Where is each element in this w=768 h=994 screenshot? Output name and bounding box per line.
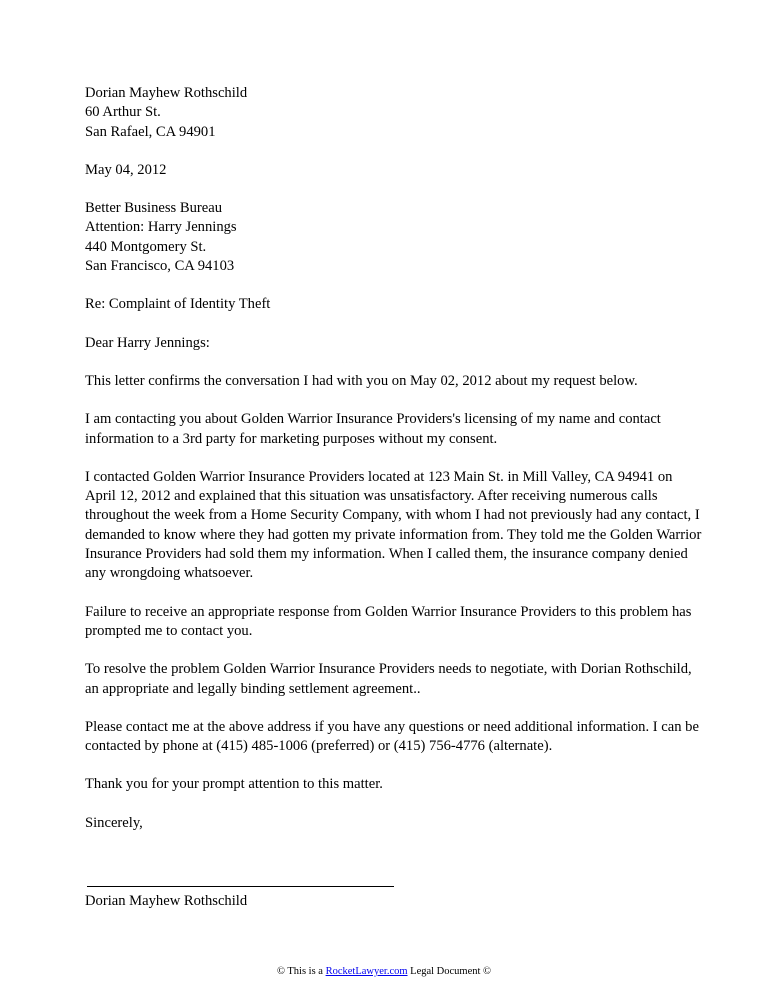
subject-text: Re: Complaint of Identity Theft bbox=[85, 296, 271, 313]
subject-line bbox=[85, 295, 705, 314]
sender-city: San Rafael, CA 94901 bbox=[85, 123, 216, 140]
rocketlawyer-link[interactable]: RocketLawyer.com bbox=[325, 966, 408, 977]
recipient-city: San Francisco, CA 94103 bbox=[85, 258, 235, 275]
paragraph-thanks: Thank you for your prompt attention to this matter. bbox=[85, 776, 383, 793]
paragraph-complaint: I am contacting you about Golden Warrior Insurance Providers's licensing of my name and contact information to a 3rd party for marketing purposes without my consent. bbox=[85, 411, 661, 447]
sender-name: Dorian Mayhew Rothschild bbox=[85, 85, 248, 101]
salutation-text: Dear Harry Jennings: bbox=[85, 334, 210, 351]
recipient-organization: Better Business Bureau bbox=[85, 200, 222, 217]
paragraph-failure: Failure to receive an appropriate response from Golden Warrior Insurance Providers to this problem has prompted me to contact you. bbox=[85, 603, 692, 639]
paragraph-resolution: To resolve the problem Golden Warrior Insurance Providers needs to negotiate, with Dorian Rothschild, an appropriate and legally binding settlement agreement.. bbox=[85, 661, 692, 697]
letter-date bbox=[85, 161, 705, 180]
date-text: May 04, 2012 bbox=[85, 161, 167, 178]
recipient-attention: Attention: Harry Jennings bbox=[85, 219, 237, 236]
sender-address bbox=[85, 84, 705, 142]
closing-text: Sincerely, bbox=[85, 814, 143, 831]
paragraph-confirmation: This letter confirms the conversation I had with you on May 02, 2012 about my request below. bbox=[85, 372, 638, 389]
paragraph-contact: Please contact me at the above address if you have any questions or need additional information. I can be contacted by phone at (415) 485-1006 (preferred) or (415) 756-4776 (alternate). bbox=[85, 718, 699, 755]
sender-street: 60 Arthur St. bbox=[85, 104, 161, 121]
signature-name: Dorian Mayhew Rothschild bbox=[85, 893, 248, 910]
page-footer bbox=[0, 965, 768, 979]
footer-prefix: © This is a bbox=[276, 966, 326, 977]
recipient-street: 440 Montgomery St. bbox=[85, 238, 207, 255]
paragraph-details: I contacted Golden Warrior Insurance Providers located at 123 Main St. in Mill Valley, CA 94941 on April 12, 2012 and explained that this situation was unsatisfactory. After receiving numerous calls throughout the week from a Home Security Company, with whom I had not previously had any contact, I demanded to know where they had gotten my private information from. They told me the Golden Warrior Insurance Providers had sold them my information. When I called them, the insurance company denied any wrongdoing whatsoever. bbox=[85, 468, 702, 582]
recipient-address bbox=[85, 199, 705, 276]
signature-space bbox=[85, 833, 705, 886]
letter-body bbox=[85, 84, 705, 911]
signature-line bbox=[87, 886, 394, 887]
footer-suffix: Legal Document © bbox=[407, 966, 492, 977]
closing bbox=[85, 814, 705, 833]
salutation bbox=[85, 334, 705, 353]
